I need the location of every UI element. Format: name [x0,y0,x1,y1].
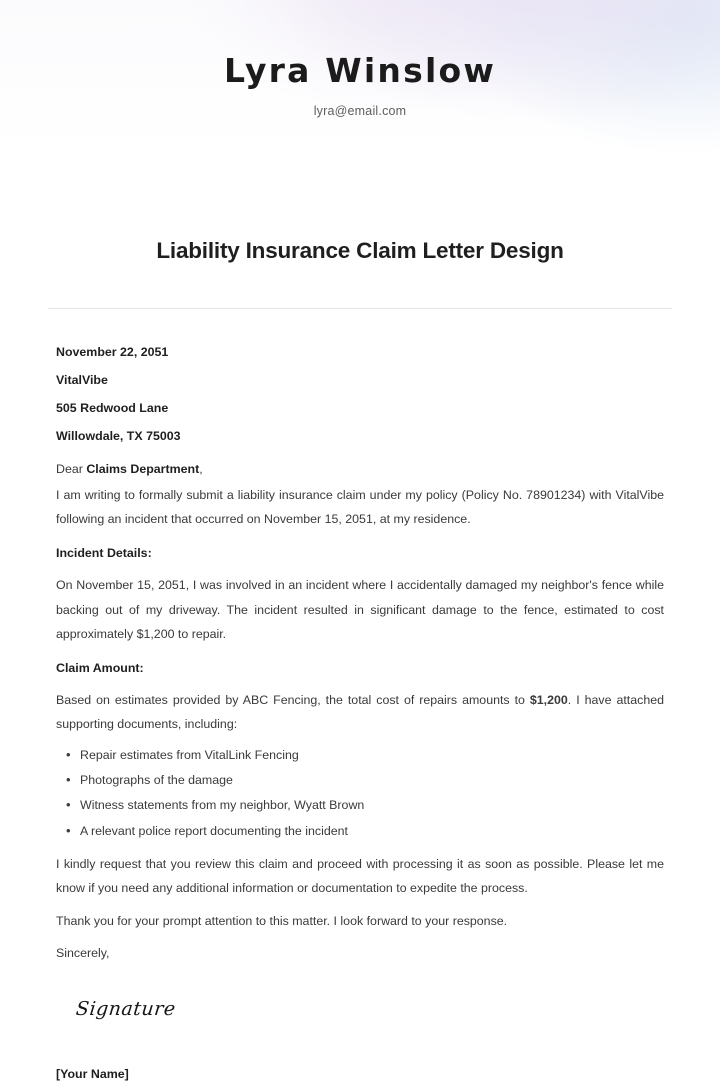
list-item: • A relevant police report documenting the incident [66,819,664,844]
salutation [56,457,664,481]
signer-name-placeholder: [Your Name] [56,1066,129,1081]
claim-text-before: Based on estimates provided by ABC Fencing, the total cost of repairs amounts to [56,693,530,708]
salutation-suffix: , [199,461,203,476]
sender-email: lyra@email.com [313,103,407,118]
signoff: Sincerely, [56,945,110,960]
claim-amount-paragraph [56,688,664,736]
thanks-paragraph: Thank you for your prompt attention to this matter. I look forward to your response. [56,913,508,928]
recipient-city-state-zip: Willowdale, TX 75003 [56,428,181,443]
list-item: • Witness statements from my neighbor, Wyatt Brown [66,793,664,818]
attachments-list [56,743,664,845]
page-title: Liability Insurance Claim Letter Design [156,238,564,263]
salutation-recipient: Claims Department [86,461,200,476]
intro-paragraph: I am writing to formally submit a liability insurance claim under my policy (Policy No. 78901234) with VitalVibe following an incident that occurred on November 15, 2051, at my residence. [56,487,664,526]
incident-details-paragraph: On November 15, 2051, I was involved in an incident where I accidentally damaged my neighbor's fence while backing out of my driveway. The incident resulted in significant damage to the fence, estimated to cost approximately $1,200 to repair. [56,578,664,641]
incident-details-heading: Incident Details: [56,546,152,561]
recipient-street: 505 Redwood Lane [56,400,169,415]
claim-amount-value: $1,200 [529,693,568,708]
request-paragraph: I kindly request that you review this claim and proceed with processing it as soon as possible. Please let me know if you need any additional information or documentation to expedite the process. [56,857,664,896]
letter-date: November 22, 2051 [56,345,169,359]
recipient-company: VitalVibe [56,372,108,387]
salutation-prefix: Dear [56,461,87,476]
signature-mark: Signature [74,997,177,1020]
letterhead-content [0,52,720,118]
letter-body [0,309,720,1086]
letterhead-banner [0,0,720,172]
claim-text-after: . I have attached supporting documents, including: [56,693,664,732]
list-item: • Repair estimates from VitalLink Fencing [66,743,664,768]
claim-amount-heading: Claim Amount: [56,660,144,675]
list-item: • Photographs of the damage [66,768,664,793]
sender-name: Lyra Winslow [223,51,497,90]
